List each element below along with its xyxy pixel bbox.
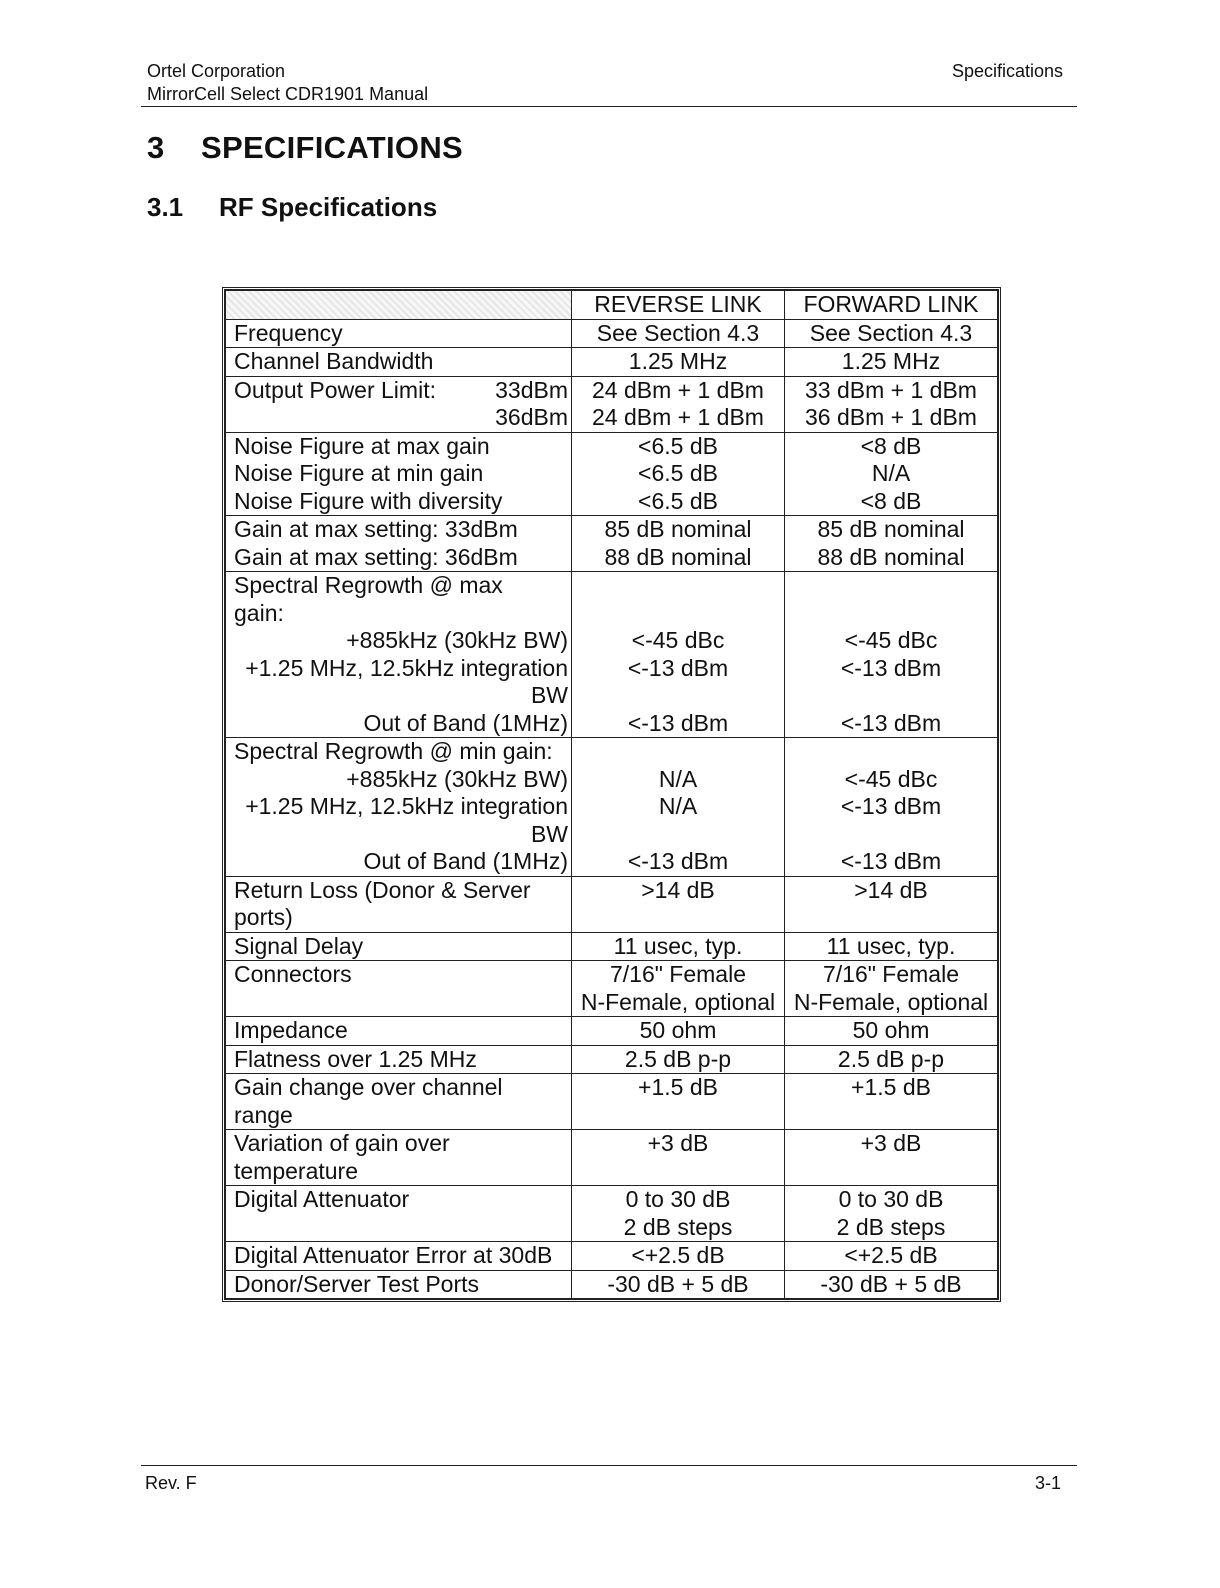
table-row bbox=[226, 1045, 998, 1074]
forward-cell bbox=[785, 432, 998, 516]
param-cell: Channel Bandwidth bbox=[226, 348, 572, 377]
param-cell: Flatness over 1.25 MHz bbox=[226, 1045, 572, 1074]
table-row bbox=[226, 738, 998, 877]
param-line: Noise Figure at max gain bbox=[234, 432, 490, 459]
section-heading bbox=[147, 192, 437, 223]
table-row bbox=[226, 961, 998, 1017]
param-line: +1.25 MHz, 12.5kHz integration bbox=[245, 654, 568, 681]
rf-spec-table bbox=[225, 290, 998, 1299]
col-header-forward: FORWARD LINK bbox=[785, 291, 998, 320]
param-line: +1.25 MHz, 12.5kHz integration bbox=[245, 793, 568, 819]
forward-cell: See Section 4.3 bbox=[785, 319, 998, 348]
value-line: <-13 dBm bbox=[627, 848, 729, 874]
value-line: <-45 dBc bbox=[844, 765, 938, 792]
param-line: Return Loss (Donor & Server bbox=[234, 876, 531, 903]
footer-rule bbox=[141, 1465, 1077, 1466]
param-text: 33dBm bbox=[495, 376, 568, 403]
company-name: Ortel Corporation bbox=[147, 61, 286, 81]
reverse-cell: -30 dB + 5 dB bbox=[572, 1270, 785, 1299]
forward-cell bbox=[785, 1186, 998, 1242]
param-cell: Connectors bbox=[226, 961, 572, 1017]
param-line: Noise Figure at min gain bbox=[234, 460, 484, 486]
running-header-section: Specifications bbox=[951, 61, 1063, 81]
param-cell: Donor/Server Test Ports bbox=[226, 1270, 572, 1299]
value-line: <8 dB bbox=[860, 487, 922, 514]
param-line: BW bbox=[530, 820, 568, 847]
param-cell: Digital Attenuator bbox=[226, 1186, 572, 1242]
table-row bbox=[226, 516, 998, 572]
reverse-cell: 11 usec, typ. bbox=[572, 932, 785, 961]
param-cell: Frequency bbox=[226, 319, 572, 348]
value-line: 7/16" Female bbox=[822, 961, 959, 987]
param-line: Out of Band (1MHz) bbox=[363, 709, 568, 736]
value-line: N/A bbox=[871, 460, 911, 486]
reverse-cell: <+2.5 dB bbox=[572, 1242, 785, 1271]
table-row bbox=[226, 348, 998, 377]
param-line: BW bbox=[530, 682, 568, 708]
table-row bbox=[226, 319, 998, 348]
param-line: Gain change over channel bbox=[234, 1074, 503, 1100]
reverse-cell bbox=[572, 516, 785, 572]
value-line: 33 dBm + 1 dBm bbox=[805, 376, 977, 403]
table-row bbox=[226, 376, 998, 432]
param-line: Gain at max setting: 36dBm bbox=[234, 543, 518, 570]
forward-cell: 11 usec, typ. bbox=[785, 932, 998, 961]
param-line: Spectral Regrowth @ min gain: bbox=[234, 738, 553, 764]
forward-cell bbox=[785, 516, 998, 572]
param-cell bbox=[226, 572, 572, 738]
forward-cell bbox=[785, 738, 998, 877]
param-line: Variation of gain over bbox=[234, 1130, 450, 1156]
forward-cell: -30 dB + 5 dB bbox=[785, 1270, 998, 1299]
forward-cell bbox=[785, 376, 998, 432]
param-line: ports) bbox=[234, 904, 293, 930]
value-line: <-13 dBm bbox=[840, 793, 942, 819]
table-row bbox=[226, 432, 998, 516]
page-number: 3-1 bbox=[1034, 1473, 1061, 1493]
param-line: 36dBm bbox=[495, 404, 568, 430]
table-row bbox=[226, 1130, 998, 1186]
section-number: 3.1 bbox=[147, 192, 184, 222]
value-line: 7/16" Female bbox=[609, 961, 746, 987]
value-line: 88 dB nominal bbox=[817, 543, 965, 570]
param-cell bbox=[226, 1074, 572, 1130]
table-row bbox=[226, 1017, 998, 1046]
chapter-title: SPECIFICATIONS bbox=[201, 130, 463, 165]
value-line: 88 dB nominal bbox=[604, 543, 752, 570]
param-line: Gain at max setting: 33dBm bbox=[234, 516, 518, 542]
reverse-cell: +3 dB bbox=[572, 1130, 785, 1186]
forward-cell: +1.5 dB bbox=[785, 1074, 998, 1130]
param-line: +885kHz (30kHz BW) bbox=[346, 765, 568, 792]
forward-cell: 2.5 dB p-p bbox=[785, 1045, 998, 1074]
running-header-left bbox=[147, 60, 428, 106]
param-line: +885kHz (30kHz BW) bbox=[346, 627, 568, 653]
param-cell: Signal Delay bbox=[226, 932, 572, 961]
value-line: 2 dB steps bbox=[623, 1213, 733, 1240]
value-line: 85 dB nominal bbox=[817, 516, 965, 542]
forward-cell: <+2.5 dB bbox=[785, 1242, 998, 1271]
param-line: Noise Figure with diversity bbox=[234, 487, 503, 514]
param-line: Spectral Regrowth @ max bbox=[234, 572, 503, 598]
reverse-cell: >14 dB bbox=[572, 876, 785, 932]
header-rule bbox=[141, 106, 1077, 107]
param-cell: Digital Attenuator Error at 30dB bbox=[226, 1242, 572, 1271]
manual-title: MirrorCell Select CDR1901 Manual bbox=[147, 84, 429, 104]
value-line: <-45 dBc bbox=[631, 627, 725, 653]
param-line: gain: bbox=[234, 599, 284, 626]
value-line: N-Female, optional bbox=[793, 988, 989, 1015]
param-cell bbox=[226, 876, 572, 932]
reverse-cell: See Section 4.3 bbox=[572, 319, 785, 348]
reverse-cell: 50 ohm bbox=[572, 1017, 785, 1046]
value-line: <-13 dBm bbox=[840, 654, 942, 681]
forward-cell: 1.25 MHz bbox=[785, 348, 998, 377]
param-text: Output Power Limit: bbox=[234, 376, 436, 403]
table-row bbox=[226, 572, 998, 738]
chapter-number: 3 bbox=[147, 130, 165, 165]
value-line: <-13 dBm bbox=[840, 709, 942, 736]
col-header-reverse: REVERSE LINK bbox=[572, 291, 785, 320]
value-line: <-13 dBm bbox=[627, 654, 729, 681]
value-line: 36 dBm + 1 dBm bbox=[805, 404, 977, 430]
param-line: temperature bbox=[234, 1157, 359, 1184]
param-cell bbox=[226, 432, 572, 516]
reverse-cell: +1.5 dB bbox=[572, 1074, 785, 1130]
param-cell: Impedance bbox=[226, 1017, 572, 1046]
reverse-cell bbox=[572, 738, 785, 877]
param-line: range bbox=[234, 1101, 293, 1128]
revision-label: Rev. F bbox=[145, 1473, 197, 1493]
value-line: 0 to 30 dB bbox=[625, 1186, 731, 1212]
table-row bbox=[226, 1186, 998, 1242]
param-cell bbox=[226, 376, 572, 432]
value-line: N/A bbox=[658, 793, 698, 819]
value-line: N-Female, optional bbox=[580, 988, 776, 1015]
chapter-heading bbox=[147, 130, 463, 166]
param-cell bbox=[226, 516, 572, 572]
param-cell bbox=[226, 1130, 572, 1186]
reverse-cell bbox=[572, 961, 785, 1017]
forward-cell bbox=[785, 572, 998, 738]
section-title: RF Specifications bbox=[219, 192, 438, 222]
table-row bbox=[226, 876, 998, 932]
table-row bbox=[226, 1270, 998, 1299]
rf-spec-table-frame bbox=[222, 287, 1001, 1302]
value-line: <-45 dBc bbox=[844, 627, 938, 653]
forward-cell: +3 dB bbox=[785, 1130, 998, 1186]
table-row bbox=[226, 932, 998, 961]
value-line: <-13 dBm bbox=[627, 709, 729, 736]
reverse-cell bbox=[572, 432, 785, 516]
value-line: <6.5 dB bbox=[638, 460, 718, 486]
value-line: N/A bbox=[658, 765, 698, 792]
reverse-cell bbox=[572, 572, 785, 738]
reverse-cell bbox=[572, 1186, 785, 1242]
forward-cell: 50 ohm bbox=[785, 1017, 998, 1046]
value-line: <8 dB bbox=[860, 432, 922, 459]
header-blank-cell bbox=[226, 291, 572, 320]
reverse-cell: 2.5 dB p-p bbox=[572, 1045, 785, 1074]
value-line: <6.5 dB bbox=[638, 487, 718, 514]
value-line: 0 to 30 dB bbox=[838, 1186, 944, 1212]
value-line: 24 dBm + 1 dBm bbox=[592, 404, 764, 430]
forward-cell bbox=[785, 961, 998, 1017]
table-row bbox=[226, 1242, 998, 1271]
value-line: 24 dBm + 1 dBm bbox=[592, 376, 764, 403]
value-line: 85 dB nominal bbox=[604, 516, 752, 542]
table-row bbox=[226, 1074, 998, 1130]
reverse-cell bbox=[572, 376, 785, 432]
param-line: Out of Band (1MHz) bbox=[363, 848, 568, 874]
value-line: <-13 dBm bbox=[840, 848, 942, 874]
param-cell bbox=[226, 738, 572, 877]
value-line: 2 dB steps bbox=[836, 1213, 946, 1240]
value-line: <6.5 dB bbox=[638, 432, 718, 459]
reverse-cell: 1.25 MHz bbox=[572, 348, 785, 377]
forward-cell: >14 dB bbox=[785, 876, 998, 932]
param-line bbox=[234, 377, 568, 405]
table-header-row bbox=[226, 291, 998, 320]
